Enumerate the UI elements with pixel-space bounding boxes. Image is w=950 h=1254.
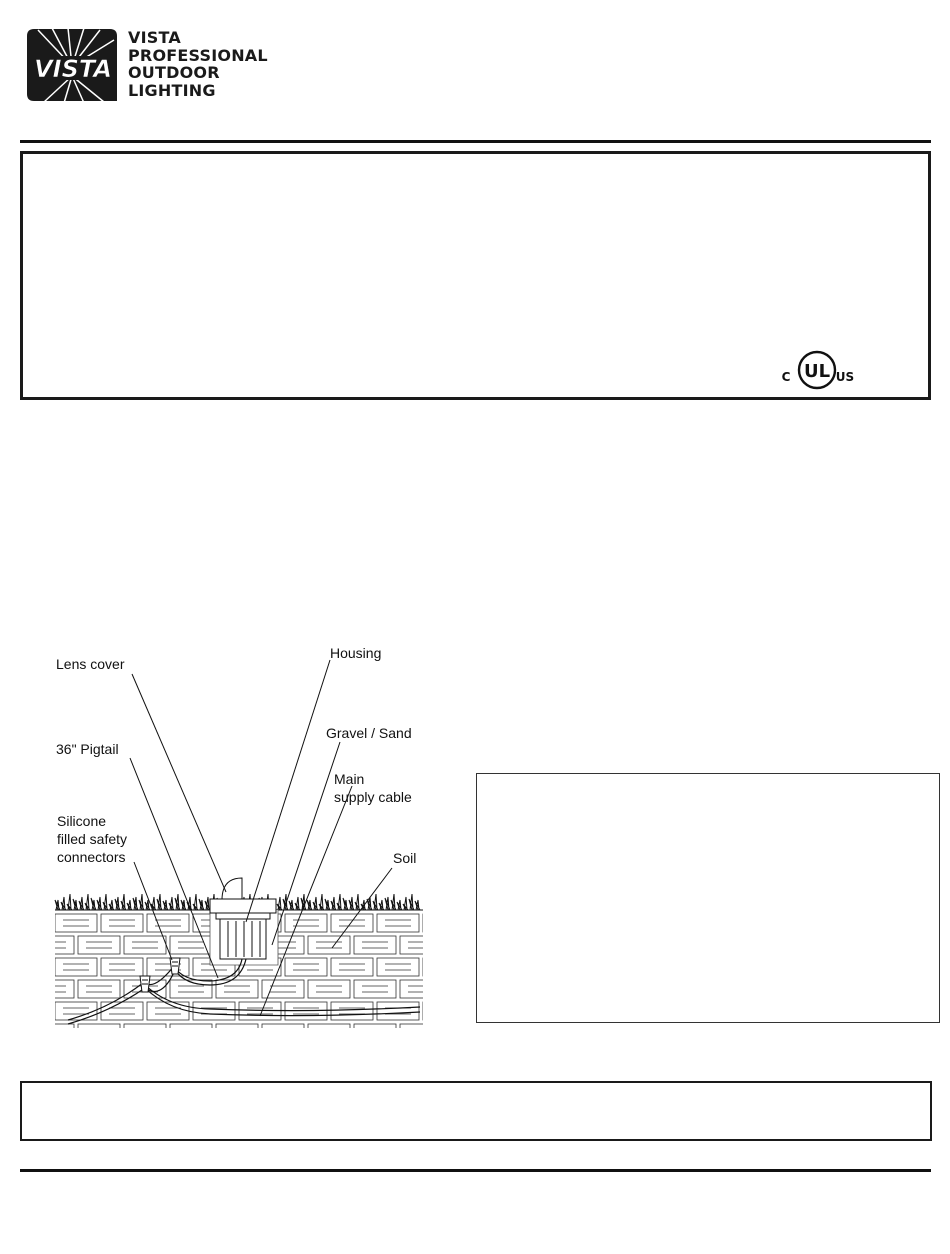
main-supply-cable (68, 983, 420, 1024)
brand-name (128, 29, 268, 99)
cert-center: UL (803, 361, 831, 382)
callout-silicone-line-3: connectors (57, 849, 126, 865)
header-rule (20, 140, 931, 143)
cert-suffix: US (835, 370, 854, 384)
brand-line-1: VISTA (128, 28, 181, 47)
vista-logo-icon (24, 26, 120, 104)
safety-connector-icon (140, 958, 180, 992)
callout-main-supply-line-2: supply cable (334, 789, 412, 805)
callout-pigtail: 36" Pigtail (56, 741, 119, 757)
callout-silicone-line-2: filled safety (57, 831, 128, 847)
callout-soil: Soil (393, 850, 417, 866)
housing-shape (210, 899, 276, 959)
callout-housing: Housing (330, 645, 382, 661)
brand-line-4: LIGHTING (128, 80, 216, 100)
callout-lens-cover: Lens cover (56, 656, 125, 672)
callout-main-supply-line-1: Main (334, 771, 365, 787)
callout-gravel-sand: Gravel / Sand (326, 725, 412, 741)
brand-line-3: OUTDOOR (128, 63, 220, 82)
cert-prefix: C (781, 370, 791, 384)
callout-silicone-line-1: Silicone (57, 813, 107, 829)
ul-listed-icon (780, 349, 854, 391)
logo-wordmark: VISTA (34, 55, 112, 83)
info-box (476, 773, 940, 1023)
brand-line-2: PROFESSIONAL (128, 45, 268, 65)
footer-box (20, 1081, 932, 1141)
footer-rule (20, 1169, 931, 1172)
